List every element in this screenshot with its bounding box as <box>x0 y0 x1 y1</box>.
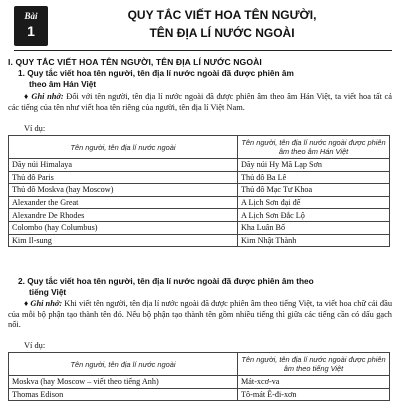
rule2-note-lead: ♦ Ghi nhớ: <box>24 299 63 308</box>
table-cell: Thủ đô Ba Lê <box>238 171 390 184</box>
table-cell: Tô-mát Ê-đi-xơn <box>238 388 390 401</box>
lesson-badge <box>14 6 48 46</box>
table-header-row <box>9 136 390 159</box>
title-divider <box>14 50 392 51</box>
table-cell: Kha Luân Bố <box>238 221 390 234</box>
table-row <box>9 221 390 234</box>
page-title <box>52 6 392 46</box>
table-cell: Alexander the Great <box>9 196 238 209</box>
rule2-note-text: Khi viết tên người, tên địa lí nước ngoài đã được phiên âm theo tiếng Việt, ta viết hoa chữ cái đầu của mỗi bộ phận tạo thành tên đó. Nếu bộ phận tạo thành tên gồm nhiều tiếng thì giữa các tiếng cần có dấu gạch nối. <box>8 299 393 329</box>
lesson-number: 1 <box>27 23 35 39</box>
rule2-heading-line2: tiếng Việt <box>29 287 67 297</box>
table-cell: Kim Nhật Thành <box>238 234 390 247</box>
rule2-heading-line1: 2. Quy tắc viết hoa tên người, tên địa lí nước ngoài đã được phiên âm theo <box>18 276 314 286</box>
table-header-cell: Tên người, tên địa lí nước ngoài được phiên âm theo âm Hán Việt <box>238 136 390 159</box>
table-cell: Thủ đô Paris <box>9 171 238 184</box>
table-row <box>9 209 390 222</box>
rule1-heading-line1: 1. Quy tắc viết hoa tên người, tên địa lí nước ngoài đã được phiên âm <box>18 68 294 78</box>
table-cell: Thomas Edison <box>9 388 238 401</box>
rule1-heading <box>18 68 388 90</box>
lesson-word: Bài <box>24 11 38 21</box>
table-cell: A Lịch Sơn Đắc Lộ <box>238 209 390 222</box>
table-row <box>9 376 390 389</box>
rule1-example-label: Ví dụ: <box>24 124 46 133</box>
rule1-note <box>8 92 392 113</box>
section-heading: I. QUY TẮC VIẾT HOA TÊN NGƯỜI, TÊN ĐỊA LÍ NƯỚC NGOÀI <box>8 57 262 67</box>
rule2-example-label: Ví dụ: <box>24 341 46 350</box>
table-cell: A Lịch Sơn đại đế <box>238 196 390 209</box>
table-header-row <box>9 353 390 376</box>
table-cell: Alexandre De Rhodes <box>9 209 238 222</box>
table-cell: Kim Il-sung <box>9 234 238 247</box>
table-row <box>9 388 390 401</box>
table-cell: Moskva (hay Moscow – viết theo tiếng Anh) <box>9 376 238 389</box>
rule2-example-table <box>8 352 390 401</box>
table-cell: Colombo (hay Columbus) <box>9 221 238 234</box>
rule1-note-text: Đối với tên người, tên địa lí nước ngoài đã được phiên âm theo âm Hán Việt, ta viết hoa tất cả các tiếng của tên như viết hoa tên riêng của người, tên địa lí Việt Nam. <box>8 92 392 112</box>
title-line-1: QUY TẮC VIẾT HOA TÊN NGƯỜI, <box>127 8 317 22</box>
table-header-cell: Tên người, tên địa lí nước ngoài <box>9 136 238 159</box>
rule1-heading-line2: theo âm Hán Việt <box>29 79 97 89</box>
rule2-note <box>8 299 392 331</box>
rule1-note-lead: ♦ Ghi nhớ: <box>24 92 64 101</box>
rule1-example-table <box>8 135 390 247</box>
table-header-cell: Tên người, tên địa lí nước ngoài được phiên âm theo tiếng Việt <box>238 353 390 376</box>
table-row <box>9 159 390 172</box>
table-row <box>9 234 390 247</box>
table-cell: Dãy núi Himalaya <box>9 159 238 172</box>
table-row <box>9 196 390 209</box>
table-row <box>9 171 390 184</box>
rule2-heading <box>18 276 388 298</box>
table-header-cell: Tên người, tên địa lí nước ngoài <box>9 353 238 376</box>
table-cell: Thủ đô Mạc Tư Khoa <box>238 184 390 197</box>
title-line-2: TÊN ĐỊA LÍ NƯỚC NGOÀI <box>149 26 295 40</box>
table-cell: Thủ đô Moskva (hay Moscow) <box>9 184 238 197</box>
table-row <box>9 184 390 197</box>
table-cell: Dãy núi Hy Mã Lạp Sơn <box>238 159 390 172</box>
table-cell: Mát-xcơ-va <box>238 376 390 389</box>
